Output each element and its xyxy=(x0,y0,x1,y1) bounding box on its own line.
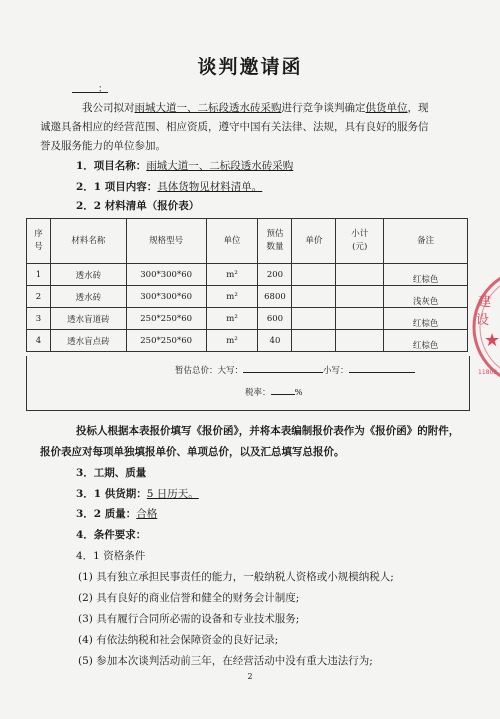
page-number: 2 xyxy=(247,672,253,681)
section-3-heading: 3．工期、质量 xyxy=(76,467,147,479)
cell-spec: 250*250*60 xyxy=(126,308,206,330)
qualification-heading: 4．1 资格条件 xyxy=(76,550,146,562)
header-subtotal: 小计 (元) xyxy=(336,219,384,264)
total-upper-label: 暂估总价：大写： xyxy=(175,366,244,376)
cell-qty: 200 xyxy=(258,264,292,286)
total-price-line xyxy=(175,364,415,376)
cell-seq: 1 xyxy=(27,264,51,286)
intro-line1-end: ，现 xyxy=(407,102,429,114)
condition-item: (4) 有依法纳税和社会保障资金的良好记录; xyxy=(78,634,279,646)
total-upper-blank xyxy=(243,364,323,373)
project-name-label: 1．项目名称： xyxy=(76,160,147,172)
price-summary-box xyxy=(26,356,470,411)
project-name-value: 雨城大道一、二标段透水砖采购 xyxy=(146,160,294,172)
tax-rate-blank xyxy=(271,386,295,395)
cell-subtotal xyxy=(336,330,384,352)
cell-price xyxy=(292,264,336,286)
project-content-line xyxy=(76,180,262,194)
cell-name: 透水砖 xyxy=(50,264,126,286)
addressee-blank xyxy=(72,80,108,93)
intro-supplier: 供货单位 xyxy=(365,102,408,114)
header-price: 单价 xyxy=(292,219,336,264)
table-row xyxy=(27,286,468,308)
header-qty: 预估 数量 xyxy=(258,219,292,264)
header-seq: 序 号 xyxy=(27,219,51,264)
delivery-value: 5 日历天。 xyxy=(146,488,199,500)
intro-project-name: 雨城大道一、二标段透水砖采购 xyxy=(134,102,282,114)
stamp-number: 11803 xyxy=(478,369,498,376)
table-row xyxy=(27,264,468,286)
intro-line-3: 誉及服务能力的单位参加。 xyxy=(40,140,166,152)
cell-spec: 250*250*60 xyxy=(126,330,206,352)
cell-subtotal xyxy=(336,308,384,330)
note-line-2: 报价表应对每项单独填报单价、单项总价，以及汇总填写总报价。 xyxy=(40,446,345,458)
cell-seq: 4 xyxy=(27,330,51,352)
cell-subtotal xyxy=(336,286,384,308)
table-header-row xyxy=(27,219,468,264)
condition-item: (2) 具有良好的商业信誉和健全的财务会计制度; xyxy=(78,592,300,604)
condition-item: (5) 参加本次谈判活动前三年，在经营活动中没有重大违法行为; xyxy=(78,655,373,667)
cell-unit: m² xyxy=(206,286,258,308)
cell-qty: 40 xyxy=(258,330,292,352)
cell-name: 透水盲点砖 xyxy=(50,330,126,352)
section-4-heading: 4．条件要求： xyxy=(76,529,147,541)
quality-value: 合格 xyxy=(136,508,158,520)
cell-price xyxy=(292,286,336,308)
project-content-value: 具体货物见材料清单。 xyxy=(157,181,263,193)
quality-label: 3．2 质量： xyxy=(76,508,137,520)
material-price-table xyxy=(26,218,468,352)
cell-qty: 6800 xyxy=(258,286,292,308)
cell-qty: 600 xyxy=(258,308,292,330)
table-row xyxy=(27,330,468,352)
cell-unit: m² xyxy=(206,308,258,330)
cell-remark: 浅灰色 xyxy=(384,286,468,308)
addressee-colon: ： xyxy=(98,84,108,95)
page-title: 谈判邀请函 xyxy=(197,56,303,78)
material-list-heading: 2．2 材料清单（报价表） xyxy=(76,200,200,212)
cell-remark: 红棕色 xyxy=(384,264,468,286)
delivery-label: 3．1 供货期： xyxy=(76,488,147,500)
stamp-star-icon: ★ xyxy=(484,330,500,351)
condition-item: (3) 具有履行合同所必需的设备和专业技术服务; xyxy=(78,613,300,625)
cell-subtotal xyxy=(336,264,384,286)
intro-line-1 xyxy=(82,101,429,115)
header-name: 材料名称 xyxy=(50,219,126,264)
quality-line xyxy=(76,507,157,521)
cell-name: 透水砖 xyxy=(50,286,126,308)
header-unit: 单位 xyxy=(206,219,258,264)
condition-item: (1) 具有独立承担民事责任的能力，一般纳税人资格或小规模纳税人; xyxy=(78,571,394,583)
cell-seq: 2 xyxy=(27,286,51,308)
cell-price xyxy=(292,330,336,352)
stamp-char-1: 建 xyxy=(478,295,492,310)
note-line-1: 投标人根据本表报价填写《报价函》，并将本表编制报价表作为《报价函》的附件， xyxy=(76,425,460,437)
project-name-line xyxy=(76,159,293,173)
cell-spec: 300*300*60 xyxy=(126,264,206,286)
header-spec: 规格型号 xyxy=(126,219,206,264)
cell-spec: 300*300*60 xyxy=(126,286,206,308)
cell-name: 透水盲道砖 xyxy=(50,308,126,330)
intro-line-2: 诚邀具备相应的经营范围、相应资质，遵守中国有关法律、法规，具有良好的服务信 xyxy=(40,121,429,133)
intro-mid: 进行竞争谈判确定 xyxy=(281,102,366,114)
header-remark: 备注 xyxy=(384,219,468,264)
tax-rate-line xyxy=(245,386,303,398)
table-row xyxy=(27,308,468,330)
stamp-char-2: 设 xyxy=(476,313,490,328)
tax-rate-suffix: % xyxy=(294,388,303,398)
intro-prefix: 我公司拟对 xyxy=(82,102,135,114)
cell-remark: 红棕色 xyxy=(384,330,468,352)
cell-price xyxy=(292,308,336,330)
cell-unit: m² xyxy=(206,264,258,286)
cell-remark: 红棕色 xyxy=(384,308,468,330)
cell-unit: m² xyxy=(206,330,258,352)
total-lower-blank xyxy=(349,364,415,373)
delivery-line xyxy=(76,487,199,501)
total-lower-label: 小写： xyxy=(323,366,349,376)
cell-seq: 3 xyxy=(27,308,51,330)
seal-stamp xyxy=(470,262,500,392)
tax-rate-label: 税率： xyxy=(245,388,271,398)
project-content-label: 2．1 项目内容： xyxy=(76,181,158,193)
